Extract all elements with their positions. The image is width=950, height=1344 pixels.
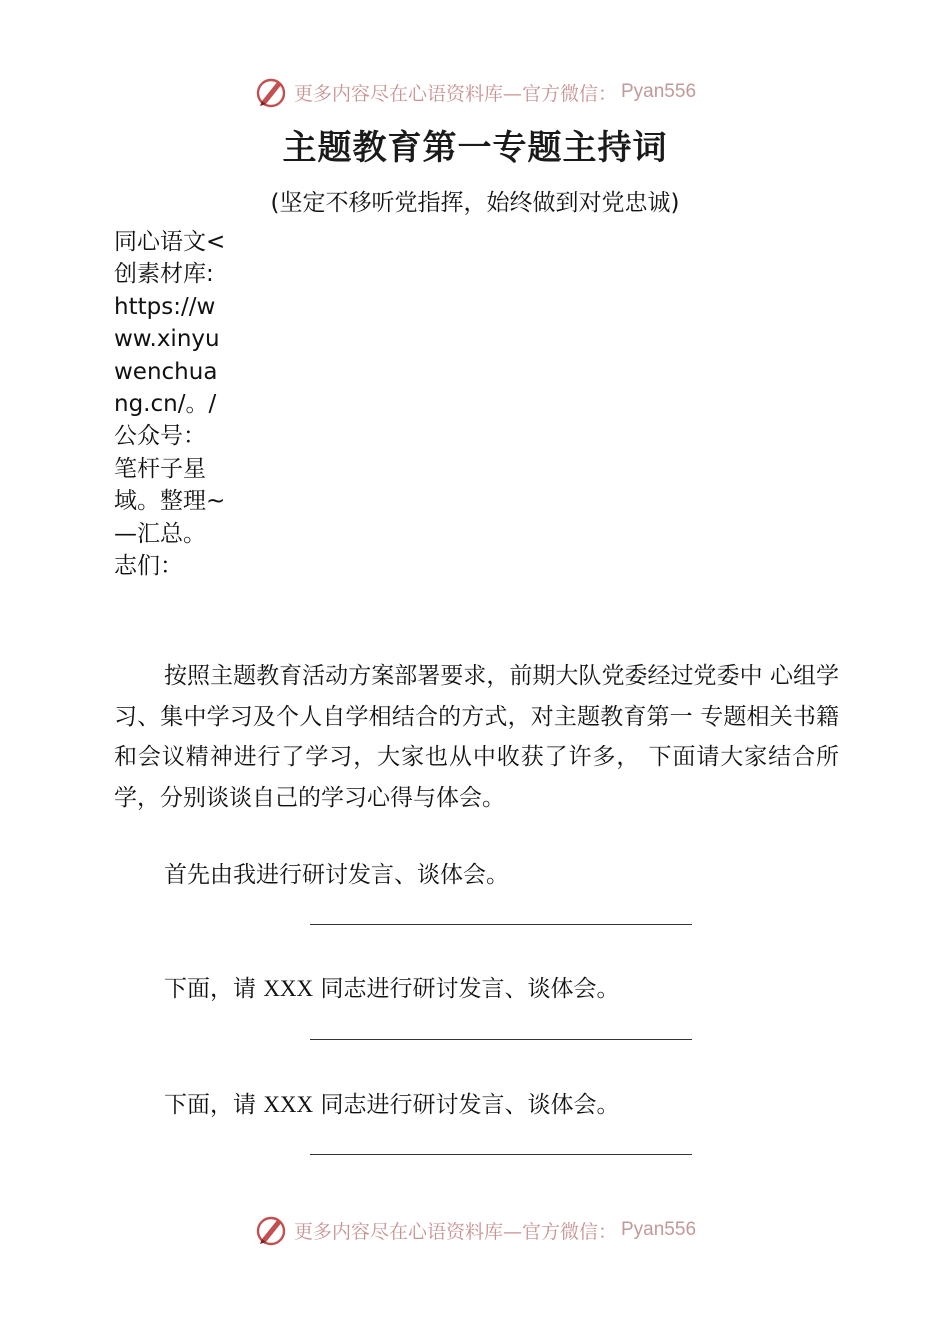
banner-wechat-id: Pyan556: [621, 1219, 697, 1240]
signature-line-2: [310, 1039, 692, 1040]
banner-site-text: 更多内容尽在心语资料库—官方微信：: [293, 82, 617, 105]
speech-2-suffix: 同志进行研讨发言、谈体会。: [313, 976, 620, 1002]
document-subtitle: (坚定不移听党指挥，始终做到对党忠诚): [270, 190, 680, 216]
speech-3-prefix: 下面，请: [164, 1092, 264, 1118]
speech-line-3: [164, 1086, 619, 1119]
banner-wechat-id: Pyan556: [621, 81, 697, 102]
speech-line-2: [164, 970, 619, 1003]
pen-logo-icon: [254, 1213, 288, 1247]
speech-line-1: 首先由我进行研讨发言、谈体会。: [164, 862, 509, 888]
signature-line-3: [310, 1154, 692, 1155]
document-title: 主题教育第一专题主持词: [282, 128, 668, 168]
header-banner: [0, 72, 950, 112]
signature-line-1: [310, 924, 692, 925]
banner-site-text: 更多内容尽在心语资料库—官方微信：: [293, 1220, 617, 1243]
footer-banner: [0, 1210, 950, 1250]
pen-logo-icon: [254, 75, 288, 109]
speech-2-name: XXX: [263, 976, 314, 1001]
narrow-column-text: 同心语文<创素材库:https://www.xinyuwenchuang.cn/。/公众号：笔杆子星域。整理~—汇总。志们：: [114, 229, 226, 580]
main-paragraph: 按照主题教育活动方案部署要求，前期大队党委经过党委中 心组学习、集中学习及个人自学相结合的方式，对主题教育第一 专题相关书籍和会议精神进行了学习，大家也从中收获了许多， 下面请大家结合所学，分别谈谈自己的学习心得与体会。: [114, 663, 839, 811]
speech-3-suffix: 同志进行研讨发言、谈体会。: [313, 1092, 620, 1118]
speech-3-name: XXX: [263, 1092, 314, 1117]
speech-2-prefix: 下面，请: [164, 976, 264, 1002]
